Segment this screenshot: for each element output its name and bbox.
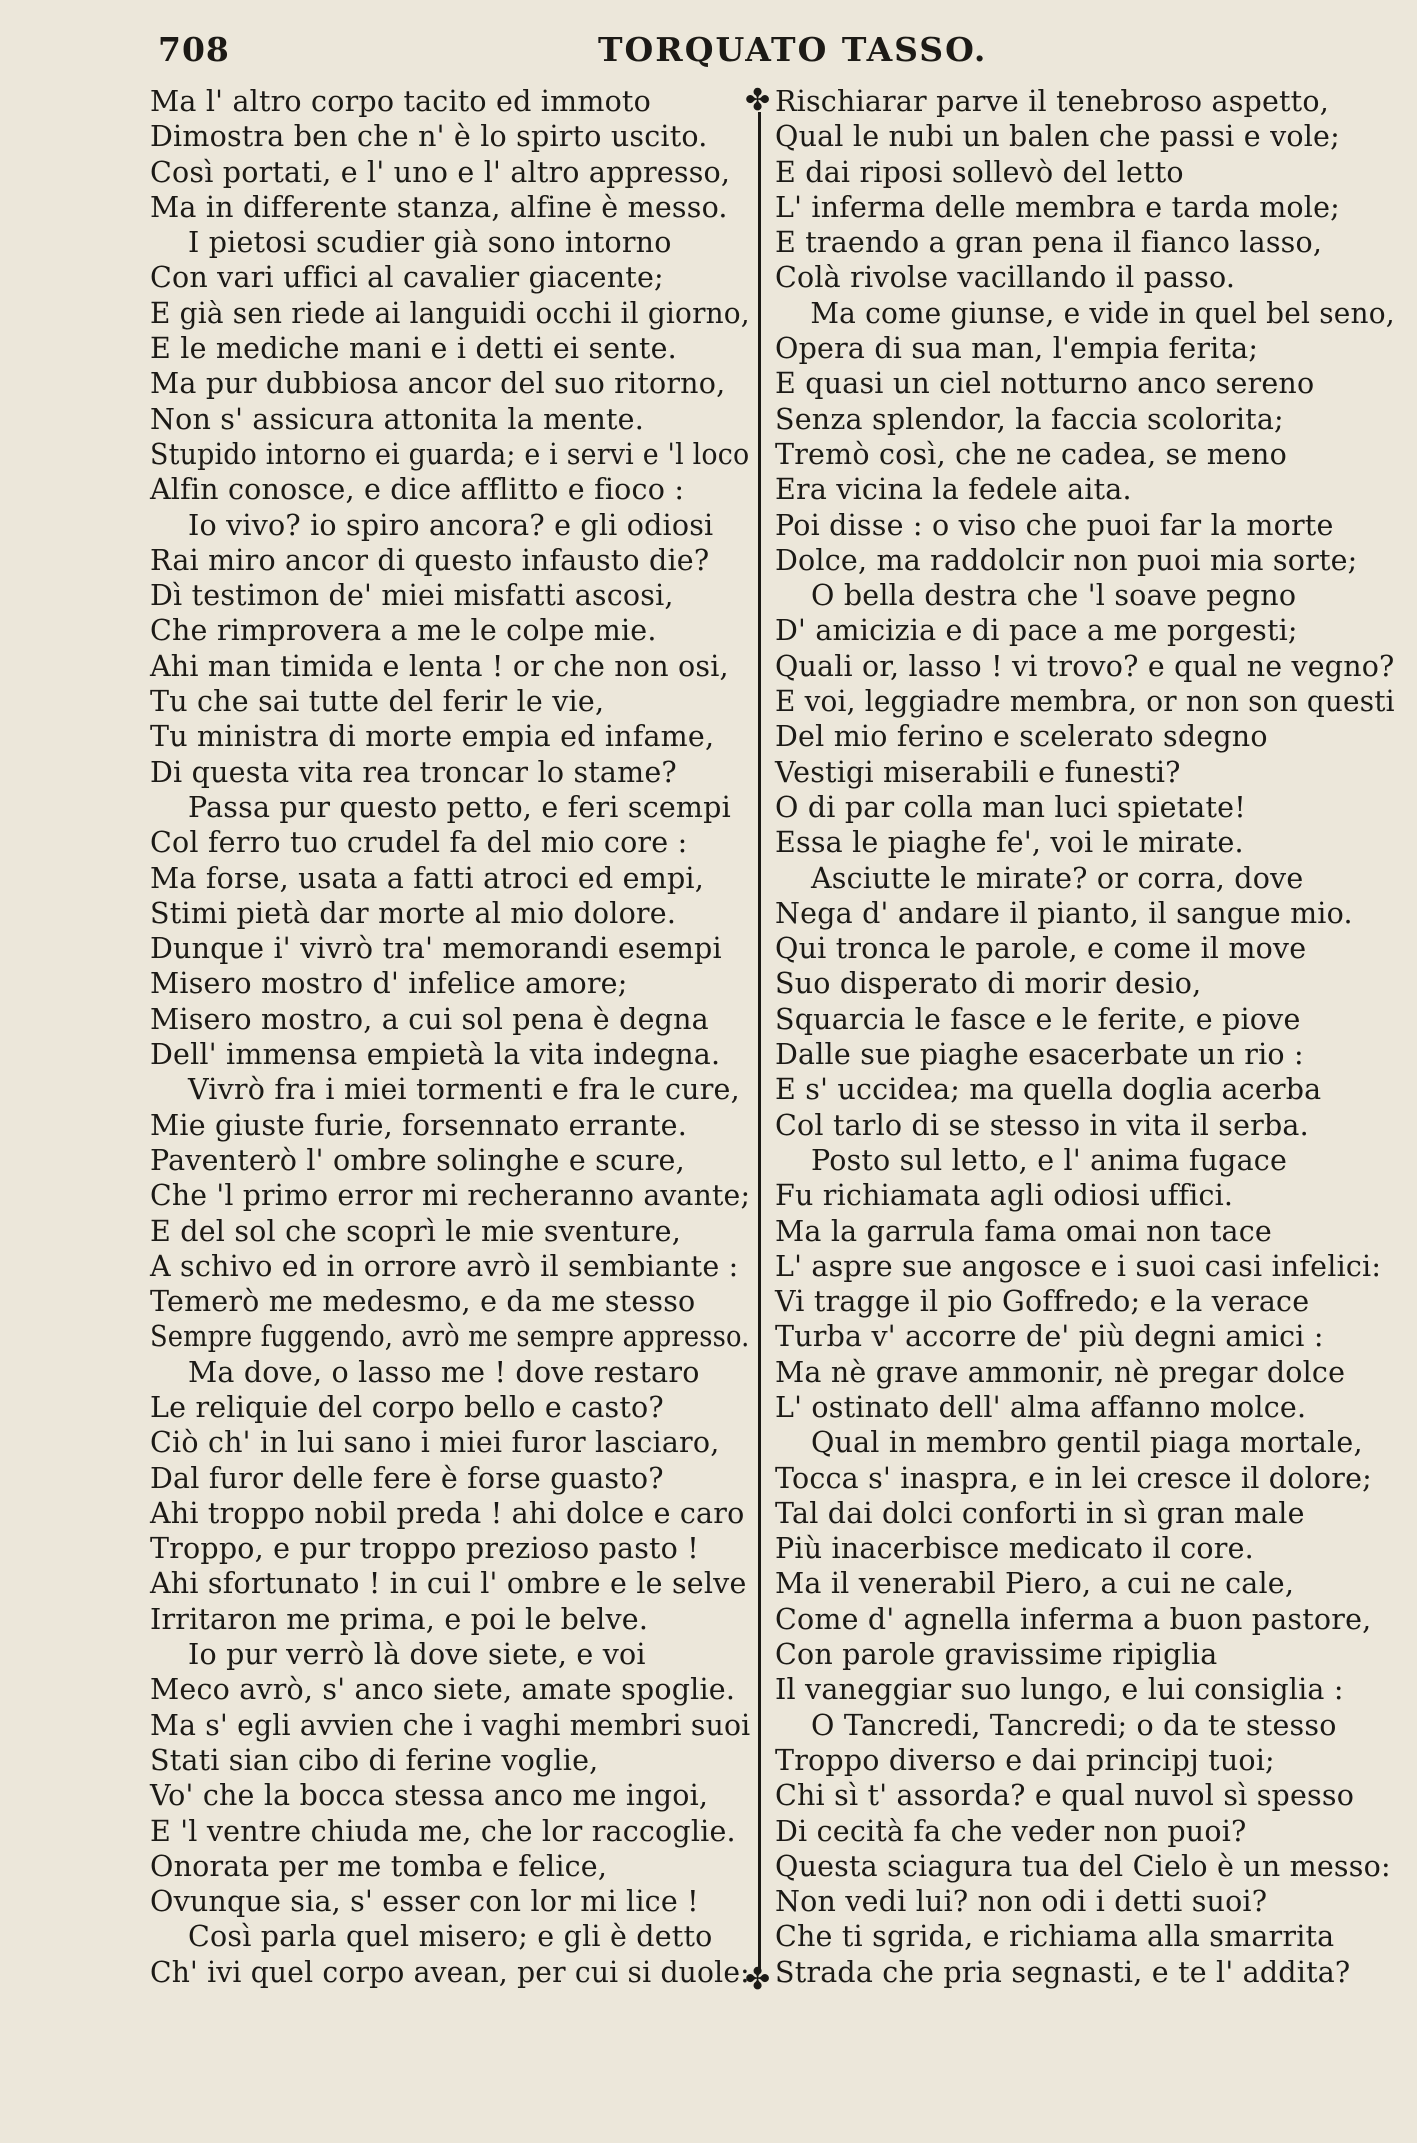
verse-line: Tu ministra di morte empia ed infame,	[150, 720, 715, 754]
verse-line: Ahi man timida e lenta ! or che non osi,	[150, 649, 729, 683]
verse-line: Io pur verrò là dove siete, e voi	[188, 1638, 646, 1672]
verse-line: A schivo ed in orrore avrò il sembiante :	[150, 1249, 739, 1283]
verse-line: Come d' agnella inferma a buon pastore,	[775, 1602, 1372, 1636]
verse-line: Turba v' accorre de' più degni amici :	[775, 1320, 1324, 1354]
verse-line: Era vicina la fedele aita.	[775, 473, 1132, 507]
column-divider	[758, 112, 761, 1970]
verse-line: Fu richiamata agli odiosi uffici.	[775, 1179, 1234, 1213]
verse-line: Le reliquie del corpo bello e casto?	[150, 1390, 664, 1424]
verse-line: Asciutte le mirate? or corra, dove	[811, 861, 1304, 895]
verse-line: Ma forse, usata a fatti atroci ed empi,	[150, 861, 704, 895]
verse-line: Dunque i' vivrò tra' memorandi esempi	[150, 932, 722, 966]
verse-line: Ma l' altro corpo tacito ed immoto	[150, 85, 651, 118]
verse-line: Colà rivolse vacillando il passo.	[775, 261, 1236, 295]
verse-line: Ch' ivi quel corpo avean, per cui si duole:	[150, 1955, 750, 1989]
verse-line: O Tancredi, Tancredi; o da te stesso	[811, 1708, 1337, 1742]
verse-line: Posto sul letto, e l' anima fugace	[811, 1143, 1288, 1177]
verse-line: Vo' che la bocca stessa anco me ingoi,	[150, 1779, 709, 1813]
verse-line: Tu che sai tutte del ferir le vie,	[150, 685, 605, 719]
verse-line: Del mio ferino e scelerato sdegno	[775, 720, 1268, 754]
verse-line: Ma in differente stanza, alfine è messo.	[150, 190, 728, 224]
verse-line: Tal dai dolci conforti in sì gran male	[775, 1496, 1305, 1530]
verse-line: Dolce, ma raddolcir non puoi mia sorte;	[775, 543, 1358, 577]
verse-line: Dimostra ben che n' è lo spirto uscito.	[150, 120, 708, 154]
verse-line: Rischiarar parve il tenebroso aspetto,	[775, 85, 1329, 118]
verse-line: D' amicizia e di pace a me porgesti;	[775, 614, 1298, 648]
verse-line: L' ostinato dell' alma affanno molce.	[775, 1390, 1307, 1424]
verse-line: Misero mostro, a cui sol pena è degna	[150, 1002, 709, 1036]
verse-line: Vivrò fra i miei tormenti e fra le cure,	[188, 1073, 740, 1107]
verse-line: Più inacerbisce medicato il core.	[775, 1532, 1254, 1566]
verse-line: O bella destra che 'l soave pegno	[811, 579, 1297, 613]
verse-line: Qual le nubi un balen che passi e vole;	[775, 120, 1340, 154]
verse-line: E 'l ventre chiuda me, che lor raccoglie.	[150, 1814, 736, 1848]
verse-line: E già sen riede ai languidi occhi il giorno,	[150, 296, 750, 330]
verse-line: Sempre fuggendo, avrò me sempre appresso.	[150, 1320, 750, 1354]
verse-line: Vi tragge il pio Goffredo; e la verace	[775, 1285, 1310, 1319]
verse-line: Essa le piaghe fe', voi le mirate.	[775, 826, 1244, 860]
verse-line: E dai riposi sollevò del letto	[775, 155, 1184, 189]
verse-line: O di par colla man luci spietate!	[775, 790, 1246, 824]
verse-line: Poi disse : o viso che puoi far la morte	[775, 508, 1334, 542]
verse-line: Dal furor delle fere è forse guasto?	[150, 1461, 664, 1495]
verse-line: Qual in membro gentil piaga mortale,	[811, 1426, 1363, 1460]
verse-line: Non vedi lui? non odi i detti suoi?	[775, 1885, 1268, 1919]
verse-line: Alfin conosce, e dice afflitto e fioco :	[150, 473, 685, 507]
verse-line: Io vivo? io spiro ancora? e gli odiosi	[188, 508, 714, 542]
verse-line: E s' uccidea; ma quella doglia acerba	[775, 1073, 1322, 1107]
verse-line: E quasi un ciel notturno anco sereno	[775, 367, 1315, 401]
verse-line: Col ferro tuo crudel fa del mio core :	[150, 826, 688, 860]
verse-line: Suo disperato di morir desio,	[775, 967, 1202, 1001]
verse-line: Ma pur dubbiosa ancor del suo ritorno,	[150, 367, 726, 401]
verse-line: Dalle sue piaghe esacerbate un rio :	[775, 1038, 1304, 1072]
verse-line: Tremò così, che ne cadea, se meno	[775, 437, 1287, 471]
verse-line: Di cecità fa che veder non puoi?	[775, 1814, 1247, 1848]
verse-line: Nega d' andare il pianto, il sangue mio.	[775, 896, 1353, 930]
verse-line: Ahi troppo nobil preda ! ahi dolce e caro	[150, 1496, 745, 1530]
ornament-top-icon: ✤	[745, 83, 771, 118]
verse-line: Dell' immensa empietà la vita indegna.	[150, 1038, 721, 1072]
verse-line: Ma il venerabil Piero, a cui ne cale,	[775, 1567, 1295, 1601]
verse-line: Chi sì t' assorda? e qual nuvol sì spesso	[775, 1779, 1355, 1813]
verse-line: Meco avrò, s' anco siete, amate spoglie.	[150, 1673, 736, 1707]
verse-line: Ovunque sia, s' esser con lor mi lice !	[150, 1885, 699, 1919]
ornament-bottom-icon: ✤	[745, 1962, 771, 1997]
verse-line: E del sol che scoprì le mie sventure,	[150, 1214, 681, 1248]
verse-line: Ma s' egli avvien che i vaghi membri suoi	[150, 1708, 751, 1742]
verse-line: E le mediche mani e i detti ei sente.	[150, 332, 677, 366]
verse-line: Misero mostro d' infelice amore;	[150, 967, 628, 1001]
verse-line: Ciò ch' in lui sano i miei furor lasciaro,	[150, 1426, 720, 1460]
verse-line: Così portati, e l' uno e l' altro appresso,	[150, 155, 731, 189]
verse-line: Dì testimon de' miei misfatti ascosi,	[150, 579, 674, 613]
left-column	[150, 84, 750, 1990]
verse-line: L' inferma delle membra e tarda mole;	[775, 190, 1340, 224]
verse-line: Tocca s' inaspra, e in lei cresce il dolore;	[775, 1461, 1372, 1495]
verse-line: Qui tronca le parole, e come il move	[775, 932, 1307, 966]
verse-line: Col tarlo di se stesso in vita il serba.	[775, 1108, 1309, 1142]
verse-line: Che ti sgrida, e richiama alla smarrita	[775, 1920, 1335, 1954]
verse-line: Con parole gravissime ripiglia	[775, 1638, 1218, 1672]
verse-line: Passa pur questo petto, e feri scempi	[188, 790, 731, 824]
verse-line: Ma la garrula fama omai non tace	[775, 1214, 1272, 1248]
verse-line: Senza splendor, la faccia scolorita;	[775, 402, 1284, 436]
verse-line: Così parla quel misero; e gli è detto	[188, 1920, 713, 1954]
verse-line: E traendo a gran pena il fianco lasso,	[775, 226, 1323, 260]
verse-line: Irritaron me prima, e poi le belve.	[150, 1602, 649, 1636]
verse-line: Ma dove, o lasso me ! dove restaro	[188, 1355, 700, 1389]
verse-line: Ma nè grave ammonir, nè pregar dolce	[775, 1355, 1346, 1389]
verse-line: Vestigi miserabili e funesti?	[775, 755, 1181, 789]
verse-line: Paventerò l' ombre solinghe e scure,	[150, 1143, 685, 1177]
verse-line: Ahi sfortunato ! in cui l' ombre e le selve	[150, 1567, 747, 1601]
verse-line: Strada che pria segnasti, e te l' addita?	[775, 1955, 1351, 1989]
verse-line: Rai miro ancor di questo infausto die?	[150, 543, 710, 577]
running-title: TORQUATO TASSO.	[598, 30, 988, 69]
verse-line: Stupido intorno ei guarda; e i servi e 'l loco	[150, 437, 750, 471]
verse-line: Mie giuste furie, forsennato errante.	[150, 1108, 688, 1142]
verse-line: Temerò me medesmo, e da me stesso	[150, 1285, 696, 1319]
verse-line: Quali or, lasso ! vi trovo? e qual ne vegno?	[775, 649, 1395, 683]
verse-line: L' aspre sue angosce e i suoi casi infelici:	[775, 1249, 1382, 1283]
verse-line: Ma come giunse, e vide in quel bel seno,	[810, 296, 1395, 330]
verse-line: Che rimprovera a me le colpe mie.	[150, 614, 657, 648]
verse-line: Squarcia le fasce e le ferite, e piove	[775, 1002, 1301, 1036]
verse-line: Questa sciagura tua del Cielo è un messo:	[775, 1849, 1391, 1883]
verse-line: Con vari uffici al cavalier giacente;	[150, 261, 664, 295]
verse-line: Che 'l primo error mi recheranno avante;	[150, 1179, 751, 1213]
right-column	[775, 84, 1395, 1990]
verse-line: Onorata per me tomba e felice,	[150, 1849, 608, 1883]
page-header	[158, 30, 1383, 80]
verse-line: Troppo, e pur troppo prezioso pasto !	[150, 1532, 699, 1566]
verse-line: Di questa vita rea troncar lo stame?	[150, 755, 677, 789]
verse-line: Il vaneggiar suo lungo, e lui consiglia :	[775, 1673, 1344, 1707]
verse-line: Opera di sua man, l'empia ferita;	[775, 332, 1259, 366]
verse-line: E voi, leggiadre membra, or non son questi	[775, 685, 1395, 719]
verse-line: Stimi pietà dar morte al mio dolore.	[150, 896, 677, 930]
verse-line: I pietosi scudier già sono intorno	[188, 226, 672, 260]
verse-line: Non s' assicura attonita la mente.	[150, 402, 644, 436]
verse-line: Stati sian cibo di ferine voglie,	[150, 1743, 599, 1777]
page-number: 708	[158, 30, 230, 69]
verse-line: Troppo diverso e dai principj tuoi;	[775, 1743, 1275, 1777]
